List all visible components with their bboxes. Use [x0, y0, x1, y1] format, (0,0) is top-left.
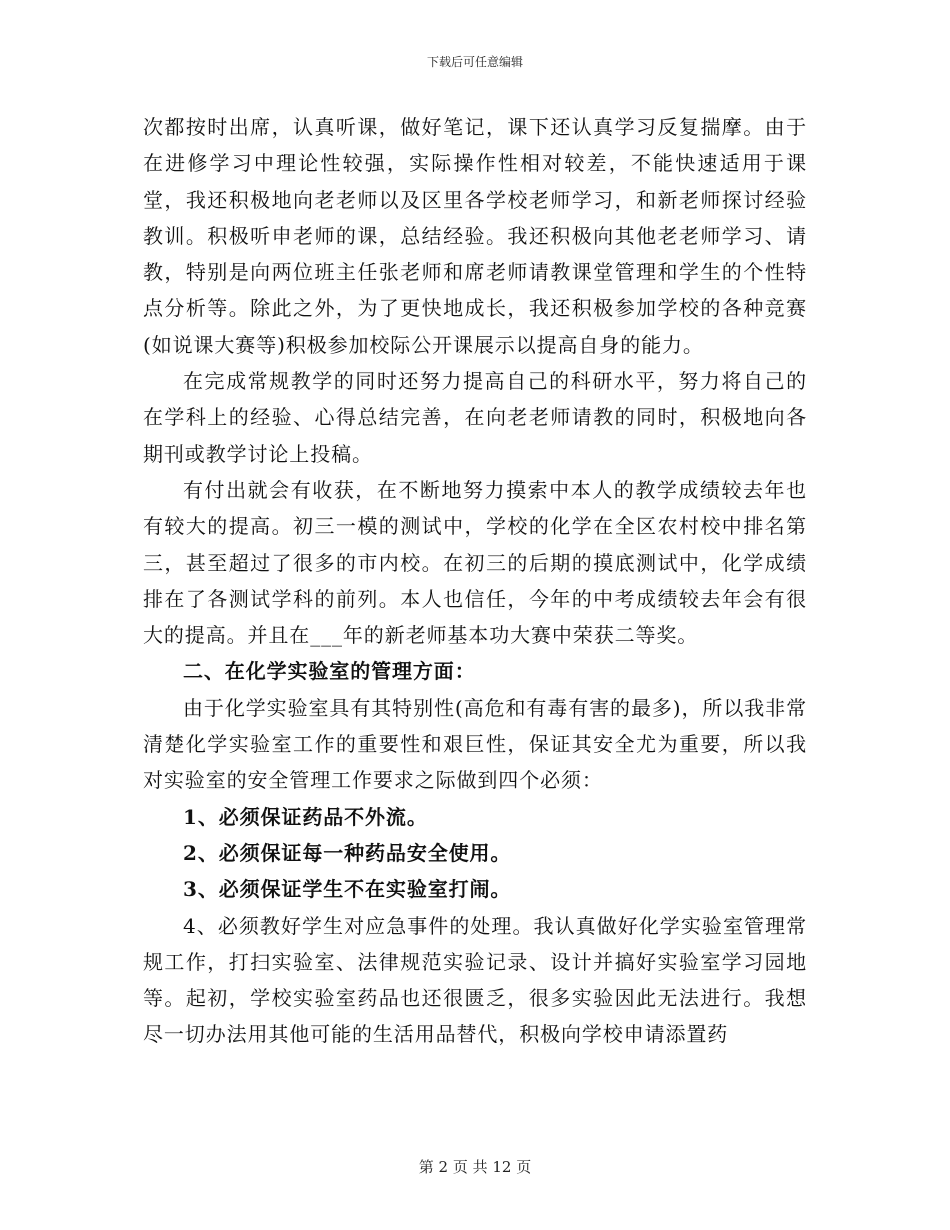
page-header: 下载后可任意编辑 [426, 55, 523, 69]
paragraph-results: 有付出就会有收获，在不断地努力摸索中本人的教学成绩较去年也有较大的提高。初三一模的测试中，学校的化学在全区农村校中排名第三，甚至超过了很多的市内校。在初三的后期的摸底测试中，化学成绩排在了各测试学科的前列。本人也信任，今年的中考成绩较去年会有很大的提高。并且在___年的新老师基本功大赛中荣获二等奖。 [143, 477, 807, 648]
paragraph-continuation: 次都按时出席，认真听课，做好笔记，课下还认真学习反复揣摩。由于在进修学习中理论性较强，实际操作性相对较差，不能快速适用于课堂，我还积极地向老老师以及区里各学校老师学习，和新老师探讨经验教训。积极听申老师的课，总结经验。我还积极向其他老老师学习、请教，特别是向两位班主任张老师和席老师请教课堂管理和学生的个性特点分析等。除此之外，为了更快地成长，我还积极参加学校的各种竞赛(如说课大赛等)积极参加校际公开课展示以提高自身的能力。 [143, 115, 807, 357]
section-heading-lab-management: 二、在化学实验室的管理方面： [183, 659, 476, 684]
page-number: 第 2 页 共 12 页 [418, 1158, 532, 1176]
paragraph-lab-safety: 由于化学实验室具有其特别性(高危和有毒有害的最多)，所以我非常清楚化学实验室工作的重要性和艰巨性，保证其安全尤为重要，所以我对实验室的安全管理工作要求之际做到四个必须： [143, 695, 807, 793]
list-item-rule-1: 1、必须保证药品不外流。 [183, 804, 428, 829]
paragraph-research: 在完成常规教学的同时还努力提高自己的科研水平，努力将自己的在学科上的经验、心得总结完善，在向老老师请教的同时，积极地向各期刊或教学讨论上投稿。 [143, 369, 807, 466]
list-item-rule-2: 2、必须保证每一种药品安全使用。 [183, 840, 512, 865]
list-item-rule-3: 3、必须保证学生不在实验室打闹。 [183, 877, 512, 902]
document-body [143, 109, 807, 1053]
paragraph-rule-4: 4、必须教好学生对应急事件的处理。我认真做好化学实验室管理常规工作，打扫实验室、法律规范实验记录、设计并搞好实验室学习园地等。起初，学校实验室药品也还很匮乏，很多实验因此无法进行。我想尽一切办法用其他可能的生活用品替代，积极向学校申请添置药 [143, 913, 807, 1047]
